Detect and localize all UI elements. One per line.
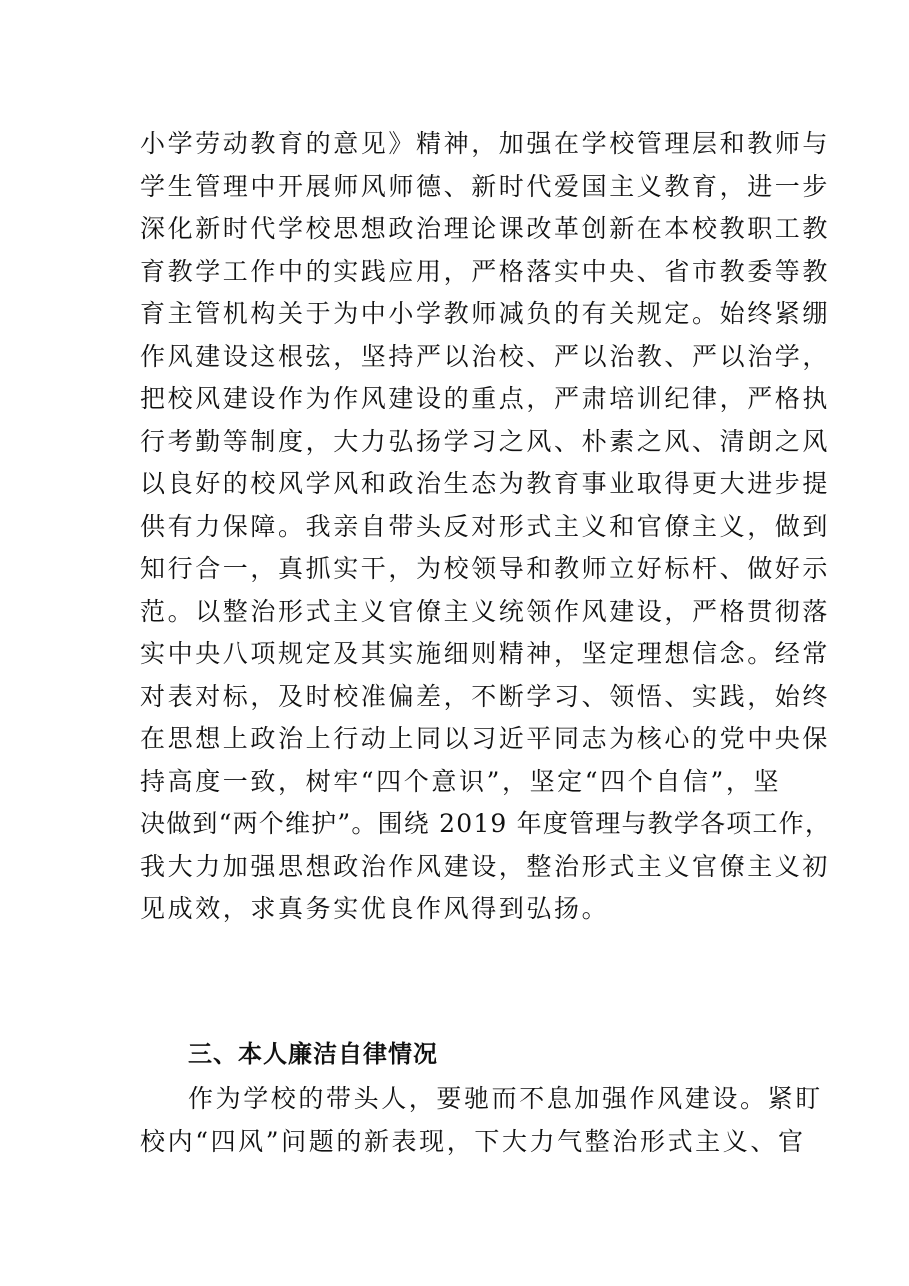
text-line: 知行合一，真抓实干，为校领导和教师立好标杆、做好示 [140, 554, 831, 583]
text-line: 小学劳动教育的意见》精神，加强在学校管理层和教师与 [140, 129, 831, 158]
text-line: 校内“四风”问题的新表现，下大力气整治形式主义、官 [140, 1126, 806, 1156]
text-line: 持高度一致，树牢“四个意识”，坚定“四个自信”，坚 [140, 766, 782, 796]
text-line: 学生管理中开展师风师德、新时代爱国主义教育，进一步 [140, 171, 831, 201]
text-line: 把校风建设作为作风建设的重点，严肃培训纪律，严格执 [140, 384, 831, 413]
text-line: 行考勤等制度，大力弘扬学习之风、朴素之风、清朗之风 [140, 426, 831, 456]
text-line: 育主管机构关于为中小学教师减负的有关规定。始终紧绷 [140, 299, 831, 328]
text-line: 对表对标，及时校准偏差，不断学习、领悟、实践，始终 [140, 681, 831, 711]
paragraph-integrity [140, 1078, 823, 1163]
text-line: 以良好的校风学风和政治生态为教育事业取得更大进步提 [140, 469, 831, 498]
text-line: 作风建设这根弦，坚持严以治校、严以治教、严以治学， [140, 341, 831, 371]
text-line: 决做到“两个维护”。围绕 2019 年度管理与教学各项工作， [140, 809, 832, 838]
text-line: 在思想上政治上行动上同以习近平同志为核心的党中央保 [140, 724, 831, 753]
text-line: 见成效，求真务实优良作风得到弘扬。 [140, 894, 610, 923]
text-line: 供有力保障。我亲自带头反对形式主义和官僚主义，做到 [140, 511, 831, 541]
section-heading: 三、本人廉洁自律情况 [188, 1040, 438, 1068]
text-line: 作为学校的带头人，要驰而不息加强作风建设。紧盯 [188, 1084, 823, 1113]
text-line: 深化新时代学校思想政治理论课改革创新在本校教职工教 [140, 214, 831, 243]
text-line: 范。以整治形式主义官僚主义统领作风建设，严格贯彻落 [140, 596, 831, 626]
text-line: 育教学工作中的实践应用，严格落实中央、省市教委等教 [140, 256, 831, 286]
paragraph-work-style [140, 123, 832, 931]
text-line: 实中央八项规定及其实施细则精神，坚定理想信念。经常 [140, 639, 831, 668]
text-line: 我大力加强思想政治作风建设，整治形式主义官僚主义初 [140, 851, 831, 881]
